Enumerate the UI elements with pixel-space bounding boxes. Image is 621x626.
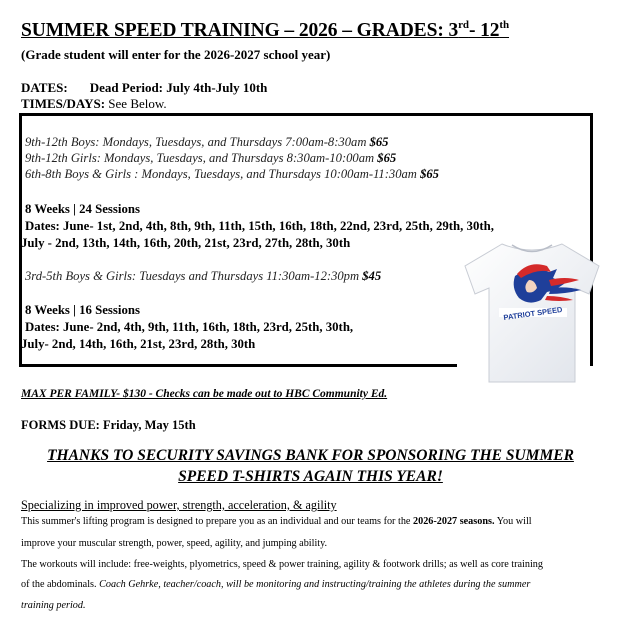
dates-june-24: Dates: June- 1st, 2nd, 4th, 8th, 9th, 11th, 15th, 16th, 18th, 22nd, 23rd, 25th, 29th, 30th,: [25, 219, 494, 233]
thanks-line-2: SPEED T-SHIRTS AGAIN THIS YEAR!: [178, 468, 443, 485]
dates-june-16: Dates: June- 2nd, 4th, 9th, 11th, 16th, 18th, 23rd, 25th, 30th,: [25, 320, 354, 334]
dates-label: DATES:: [21, 80, 68, 95]
program-line-4: of the abdominals. Coach Gehrke, teacher/coach, will be monitoring and instructing/training the athletes during the summer: [21, 579, 531, 590]
schedule-box-bottom-border: [19, 364, 457, 367]
dates-line: [21, 80, 267, 96]
dates-value: Dead Period: July 4th-July 10th: [89, 80, 268, 95]
program-line-5: training period.: [21, 600, 86, 611]
thanks-line-1: THANKS TO SECURITY SAVINGS BANK FOR SPONSORING THE SUMMER: [47, 447, 574, 464]
times-line: [21, 96, 167, 112]
page-title: SUMMER SPEED TRAINING – 2026 – GRADES: 3rd- 12th: [21, 19, 510, 41]
svg-text:PATRIOT SPEED: PATRIOT SPEED: [502, 304, 563, 323]
schedule-line-6-8: 6th-8th Boys & Girls : Mondays, Tuesdays, and Thursdays 10:00am-11:30am $65: [25, 167, 439, 181]
sessions-24: 8 Weeks | 24 Sessions: [25, 202, 140, 216]
program-line-2: improve your muscular strength, power, speed, agility, and jumping ability.: [21, 538, 328, 549]
sessions-16: 8 Weeks | 16 Sessions: [25, 303, 140, 317]
dates-july-16: July- 2nd, 14th, 16th, 21st, 23rd, 28th, 30th: [21, 337, 256, 351]
times-value: See Below.: [108, 96, 167, 111]
schedule-line-boys-9-12: 9th-12th Boys: Mondays, Tuesdays, and Thursdays 7:00am-8:30am $65: [25, 135, 389, 149]
program-line-1: This summer's lifting program is designed to prepare you as an individual and our teams for the 2026-2027 seasons. You will: [21, 516, 532, 527]
schedule-line-girls-9-12: 9th-12th Girls: Mondays, Tuesdays, and Thursdays 8:30am-10:00am $65: [25, 151, 397, 165]
forms-due: FORMS DUE: Friday, May 15th: [21, 418, 196, 432]
specializing-heading: Specializing in improved power, strength, acceleration, & agility: [21, 498, 337, 512]
times-label: TIMES/DAYS:: [21, 96, 106, 111]
program-line-3: The workouts will include: free-weights, plyometrics, speed & power training, agility & footwork drills; as well as core training: [21, 559, 543, 570]
tshirt-image: [457, 236, 607, 386]
max-per-family: MAX PER FAMILY- $130 - Checks can be made out to HBC Community Ed.: [21, 388, 388, 400]
page-subtitle: (Grade student will enter for the 2026-2027 school year): [21, 47, 331, 62]
schedule-line-3-5: 3rd-5th Boys & Girls: Tuesdays and Thursdays 11:30am-12:30pm $45: [25, 269, 382, 283]
dates-july-24: July - 2nd, 13th, 14th, 16th, 20th, 21st, 23rd, 27th, 28th, 30th: [21, 236, 351, 250]
